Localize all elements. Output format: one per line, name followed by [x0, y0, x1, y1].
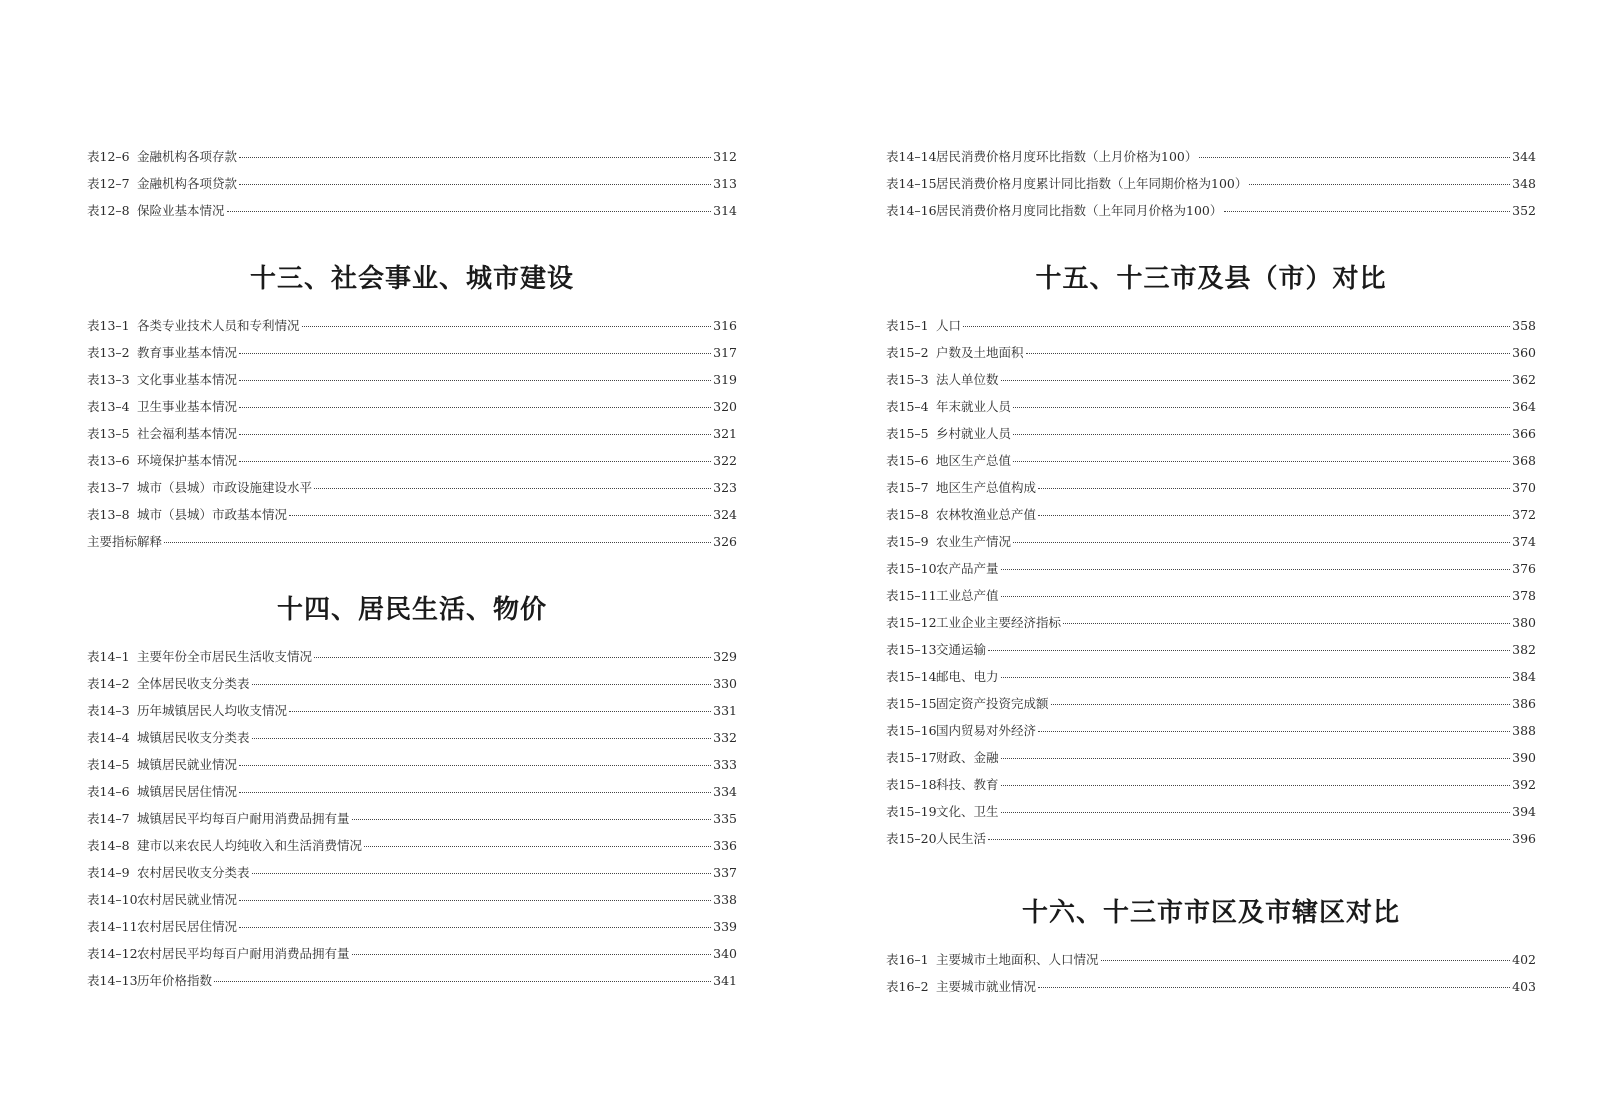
- table-code: 表13–5: [87, 426, 130, 441]
- page-number: 394: [1512, 804, 1536, 819]
- section-heading-15: 十五、十三市及县（市）对比: [1035, 264, 1387, 294]
- toc-entry[interactable]: [886, 447, 1536, 474]
- entry-title: 邮电、电力: [936, 669, 999, 684]
- table-code: 表14–9: [87, 865, 130, 880]
- toc-entry[interactable]: [87, 859, 737, 886]
- entry-title: 历年价格指数: [137, 973, 213, 988]
- dot-leader: [1001, 379, 1511, 381]
- dot-leader: [1001, 757, 1511, 759]
- toc-entry[interactable]: [886, 973, 1536, 1000]
- entry-title: 农村居民收支分类表: [137, 865, 250, 880]
- page-number: 336: [713, 838, 737, 853]
- toc-entry[interactable]: [87, 447, 737, 474]
- toc-entry[interactable]: [886, 555, 1536, 582]
- toc-entry[interactable]: [87, 967, 737, 994]
- toc-group: [87, 143, 737, 224]
- table-code: 表15–3: [886, 372, 929, 387]
- toc-entry[interactable]: [87, 420, 737, 447]
- page-number: 362: [1512, 372, 1536, 387]
- toc-entry[interactable]: [886, 798, 1536, 825]
- entry-title: 农村居民平均每百户耐用消费品拥有量: [137, 946, 350, 961]
- toc-entry[interactable]: [87, 724, 737, 751]
- table-code: 表15–2: [886, 345, 929, 360]
- page-number: 339: [713, 919, 737, 934]
- dot-leader: [1013, 541, 1510, 543]
- table-code: 表15–7: [886, 480, 929, 495]
- toc-group: [886, 946, 1536, 1000]
- table-code: 表15–20: [886, 831, 937, 846]
- toc-group: [87, 643, 737, 994]
- toc-entry[interactable]: [87, 393, 737, 420]
- toc-group: [87, 312, 737, 555]
- entry-title: 教育事业基本情况: [137, 345, 238, 360]
- toc-group: [886, 143, 1536, 224]
- page-number: 324: [713, 507, 737, 522]
- dot-leader: [252, 737, 712, 739]
- dot-leader: [239, 460, 711, 462]
- page-number: 340: [713, 946, 737, 961]
- page-number: 335: [713, 811, 737, 826]
- page-number: 344: [1512, 149, 1536, 164]
- toc-entry[interactable]: [87, 143, 737, 170]
- dot-leader: [1001, 811, 1511, 813]
- toc-entry[interactable]: [886, 143, 1536, 170]
- entry-title: 农业生产情况: [936, 534, 1012, 549]
- dot-leader: [1101, 959, 1511, 961]
- toc-entry[interactable]: [886, 946, 1536, 973]
- toc-entry[interactable]: [886, 663, 1536, 690]
- table-code: 表13–8: [87, 507, 130, 522]
- toc-entry[interactable]: [87, 501, 737, 528]
- page-number: 334: [713, 784, 737, 799]
- entry-title: 农村居民居住情况: [137, 919, 238, 934]
- table-code: 表15–4: [886, 399, 929, 414]
- table-code: 表15–1: [886, 318, 929, 333]
- toc-entry[interactable]: [87, 312, 737, 339]
- toc-entry[interactable]: [87, 474, 737, 501]
- toc-entry[interactable]: [886, 636, 1536, 663]
- table-code: 表15–15: [886, 696, 937, 711]
- entry-title: 地区生产总值: [936, 453, 1012, 468]
- dot-leader: [1001, 676, 1511, 678]
- page-number: 331: [713, 703, 737, 718]
- dot-leader: [1199, 156, 1510, 158]
- page-number: 358: [1512, 318, 1536, 333]
- page-number: 390: [1512, 750, 1536, 765]
- entry-title: 人民生活: [936, 831, 987, 846]
- page-number: 329: [713, 649, 737, 664]
- toc-entry[interactable]: [87, 940, 737, 967]
- entry-title: 乡村就业人员: [936, 426, 1012, 441]
- table-code: 表13–3: [87, 372, 130, 387]
- dot-leader: [1038, 487, 1510, 489]
- table-code: 表13–4: [87, 399, 130, 414]
- entry-title: 城镇居民居住情况: [137, 784, 238, 799]
- entry-title: 城镇居民就业情况: [137, 757, 238, 772]
- table-code: 表16–1: [886, 952, 929, 967]
- table-code: 表15–11: [886, 588, 937, 603]
- toc-entry[interactable]: [87, 778, 737, 805]
- entry-title: 户数及土地面积: [936, 345, 1024, 360]
- section-heading-16: 十六、十三市市区及市辖区对比: [1021, 898, 1400, 928]
- toc-group: [886, 312, 1536, 852]
- table-code: 表14–11: [87, 919, 138, 934]
- table-code: 表12–6: [87, 149, 130, 164]
- table-code: 表15–13: [886, 642, 937, 657]
- entry-title: 居民消费价格月度累计同比指数（上年同期价格为100）: [936, 176, 1248, 191]
- entry-title: 文化、卫生: [936, 804, 999, 819]
- toc-entry[interactable]: [886, 528, 1536, 555]
- table-code: 表14–6: [87, 784, 130, 799]
- toc-entry[interactable]: [87, 170, 737, 197]
- section-heading-14: 十四、居民生活、物价: [276, 595, 547, 625]
- page-number: 372: [1512, 507, 1536, 522]
- entry-title: 全体居民收支分类表: [137, 676, 250, 691]
- dot-leader: [239, 352, 711, 354]
- dot-leader: [364, 845, 711, 847]
- table-code: 表14–5: [87, 757, 130, 772]
- entry-title: 居民消费价格月度环比指数（上月价格为100）: [936, 149, 1198, 164]
- toc-entry[interactable]: [886, 717, 1536, 744]
- page-number: 314: [713, 203, 737, 218]
- table-code: 表15–19: [886, 804, 937, 819]
- entry-title: 居民消费价格月度同比指数（上年同月价格为100）: [936, 203, 1223, 218]
- page-number: 348: [1512, 176, 1536, 191]
- page-number: 319: [713, 372, 737, 387]
- table-code: 表14–15: [886, 176, 937, 191]
- table-code: 表13–7: [87, 480, 130, 495]
- dot-leader: [239, 433, 711, 435]
- table-code: 表16–2: [886, 979, 929, 994]
- table-code: 表15–10: [886, 561, 937, 576]
- toc-entry[interactable]: [87, 643, 737, 670]
- table-code: 表15–8: [886, 507, 929, 522]
- entry-title: 主要指标解释: [87, 534, 163, 549]
- page-number: 341: [713, 973, 737, 988]
- page-number: 326: [713, 534, 737, 549]
- dot-leader: [239, 764, 711, 766]
- page-number: 384: [1512, 669, 1536, 684]
- table-code: 表15–6: [886, 453, 929, 468]
- dot-leader: [239, 406, 711, 408]
- entry-title: 金融机构各项贷款: [137, 176, 238, 191]
- page-number: 396: [1512, 831, 1536, 846]
- toc-entry[interactable]: [886, 474, 1536, 501]
- dot-leader: [314, 656, 711, 658]
- table-code: 表14–12: [87, 946, 138, 961]
- page-number: 403: [1512, 979, 1536, 994]
- page-number: 386: [1512, 696, 1536, 711]
- dot-leader: [963, 325, 1510, 327]
- dot-leader: [1013, 406, 1510, 408]
- page-number: 312: [713, 149, 737, 164]
- dot-leader: [352, 953, 712, 955]
- dot-leader: [239, 926, 711, 928]
- entry-title: 地区生产总值构成: [936, 480, 1037, 495]
- dot-leader: [1038, 514, 1510, 516]
- entry-title: 农村居民就业情况: [137, 892, 238, 907]
- dot-leader: [302, 325, 712, 327]
- table-code: 表15–16: [886, 723, 937, 738]
- page-number: 322: [713, 453, 737, 468]
- dot-leader: [252, 872, 712, 874]
- entry-title: 主要年份全市居民生活收支情况: [137, 649, 313, 664]
- dot-leader: [214, 980, 711, 982]
- toc-entry[interactable]: [886, 582, 1536, 609]
- toc-entry[interactable]: [886, 825, 1536, 852]
- toc-entry[interactable]: [886, 609, 1536, 636]
- entry-title: 建市以来农民人均纯收入和生活消费情况: [137, 838, 363, 853]
- toc-entry[interactable]: [886, 170, 1536, 197]
- table-code: 表14–4: [87, 730, 130, 745]
- toc-entry[interactable]: [886, 339, 1536, 366]
- table-code: 表14–8: [87, 838, 130, 853]
- toc-entry[interactable]: [87, 528, 737, 555]
- dot-leader: [1013, 433, 1510, 435]
- dot-leader: [314, 487, 711, 489]
- dot-leader: [1026, 352, 1511, 354]
- page-number: 374: [1512, 534, 1536, 549]
- entry-title: 国内贸易对外经济: [936, 723, 1037, 738]
- dot-leader: [1001, 595, 1511, 597]
- entry-title: 工业总产值: [936, 588, 999, 603]
- dot-leader: [1001, 784, 1511, 786]
- table-code: 表14–7: [87, 811, 130, 826]
- dot-leader: [988, 649, 1510, 651]
- page-number: 370: [1512, 480, 1536, 495]
- entry-title: 城市（县城）市政设施建设水平: [137, 480, 313, 495]
- entry-title: 卫生事业基本情况: [137, 399, 238, 414]
- page-number: 317: [713, 345, 737, 360]
- table-code: 表15–5: [886, 426, 929, 441]
- table-code: 表14–3: [87, 703, 130, 718]
- table-code: 表13–6: [87, 453, 130, 468]
- section-heading-13: 十三、社会事业、城市建设: [249, 264, 574, 294]
- page-number: 337: [713, 865, 737, 880]
- entry-title: 财政、金融: [936, 750, 999, 765]
- toc-entry[interactable]: [886, 501, 1536, 528]
- page-number: 323: [713, 480, 737, 495]
- page-number: 366: [1512, 426, 1536, 441]
- toc-entry[interactable]: [87, 832, 737, 859]
- page-number: 360: [1512, 345, 1536, 360]
- entry-title: 固定资产投资完成额: [936, 696, 1049, 711]
- entry-title: 文化事业基本情况: [137, 372, 238, 387]
- table-code: 表15–17: [886, 750, 937, 765]
- table-code: 表15–14: [886, 669, 937, 684]
- dot-leader: [227, 210, 712, 212]
- dot-leader: [1038, 730, 1510, 732]
- page-number: 376: [1512, 561, 1536, 576]
- dot-leader: [252, 683, 712, 685]
- dot-leader: [239, 183, 711, 185]
- table-code: 表12–8: [87, 203, 130, 218]
- table-code: 表15–9: [886, 534, 929, 549]
- entry-title: 工业企业主要经济指标: [936, 615, 1062, 630]
- entry-title: 年末就业人员: [936, 399, 1012, 414]
- page-number: 333: [713, 757, 737, 772]
- entry-title: 科技、教育: [936, 777, 999, 792]
- dot-leader: [239, 899, 711, 901]
- toc-entry[interactable]: [886, 771, 1536, 798]
- entry-title: 主要城市土地面积、人口情况: [936, 952, 1099, 967]
- dot-leader: [1001, 568, 1511, 570]
- table-code: 表14–2: [87, 676, 130, 691]
- page-number: 380: [1512, 615, 1536, 630]
- toc-entry[interactable]: [886, 197, 1536, 224]
- entry-title: 各类专业技术人员和专利情况: [137, 318, 300, 333]
- toc-entry[interactable]: [886, 420, 1536, 447]
- toc-entry[interactable]: [886, 312, 1536, 339]
- page-number: 402: [1512, 952, 1536, 967]
- table-code: 表14–10: [87, 892, 138, 907]
- table-code: 表14–14: [886, 149, 937, 164]
- dot-leader: [239, 156, 711, 158]
- page-number: 388: [1512, 723, 1536, 738]
- dot-leader: [988, 838, 1510, 840]
- entry-title: 交通运输: [936, 642, 987, 657]
- page-number: 338: [713, 892, 737, 907]
- toc-right-page: [886, 143, 1536, 1000]
- dot-leader: [1224, 210, 1510, 212]
- dot-leader: [239, 379, 711, 381]
- entry-title: 社会福利基本情况: [137, 426, 238, 441]
- table-code: 表15–12: [886, 615, 937, 630]
- toc-entry[interactable]: [87, 697, 737, 724]
- page-number: 368: [1512, 453, 1536, 468]
- toc-entry[interactable]: [886, 744, 1536, 771]
- entry-title: 城市（县城）市政基本情况: [137, 507, 288, 522]
- toc-entry[interactable]: [87, 670, 737, 697]
- dot-leader: [1063, 622, 1510, 624]
- entry-title: 人口: [936, 318, 962, 333]
- toc-entry[interactable]: [886, 690, 1536, 717]
- page-number: 330: [713, 676, 737, 691]
- page-number: 364: [1512, 399, 1536, 414]
- toc-entry[interactable]: [886, 393, 1536, 420]
- table-code: 表14–13: [87, 973, 138, 988]
- entry-title: 保险业基本情况: [137, 203, 225, 218]
- dot-leader: [289, 710, 711, 712]
- page-number: 313: [713, 176, 737, 191]
- dot-leader: [1051, 703, 1511, 705]
- entry-title: 环境保护基本情况: [137, 453, 238, 468]
- dot-leader: [239, 791, 711, 793]
- dot-leader: [1249, 183, 1510, 185]
- entry-title: 城镇居民平均每百户耐用消费品拥有量: [137, 811, 350, 826]
- page-number: 382: [1512, 642, 1536, 657]
- toc-entry[interactable]: [87, 366, 737, 393]
- entry-title: 历年城镇居民人均收支情况: [137, 703, 288, 718]
- dot-leader: [1013, 460, 1510, 462]
- table-code: 表15–18: [886, 777, 937, 792]
- dot-leader: [289, 514, 711, 516]
- page-number: 352: [1512, 203, 1536, 218]
- table-code: 表13–2: [87, 345, 130, 360]
- dot-leader: [164, 541, 711, 543]
- page-number: 332: [713, 730, 737, 745]
- table-code: 表13–1: [87, 318, 130, 333]
- toc-entry[interactable]: [87, 339, 737, 366]
- toc-entry[interactable]: [87, 805, 737, 832]
- table-code: 表14–1: [87, 649, 130, 664]
- page-number: 320: [713, 399, 737, 414]
- dot-leader: [352, 818, 712, 820]
- page-number: 392: [1512, 777, 1536, 792]
- toc-left-page: [87, 143, 737, 994]
- entry-title: 城镇居民收支分类表: [137, 730, 250, 745]
- entry-title: 主要城市就业情况: [936, 979, 1037, 994]
- entry-title: 金融机构各项存款: [137, 149, 238, 164]
- page-number: 316: [713, 318, 737, 333]
- toc-entry[interactable]: [87, 886, 737, 913]
- table-code: 表12–7: [87, 176, 130, 191]
- page-number: 321: [713, 426, 737, 441]
- table-code: 表14–16: [886, 203, 937, 218]
- entry-title: 农林牧渔业总产值: [936, 507, 1037, 522]
- toc-entry[interactable]: [87, 197, 737, 224]
- toc-entry[interactable]: [87, 913, 737, 940]
- entry-title: 农产品产量: [936, 561, 999, 576]
- toc-entry[interactable]: [886, 366, 1536, 393]
- page-number: 378: [1512, 588, 1536, 603]
- entry-title: 法人单位数: [936, 372, 999, 387]
- toc-entry[interactable]: [87, 751, 737, 778]
- dot-leader: [1038, 986, 1510, 988]
